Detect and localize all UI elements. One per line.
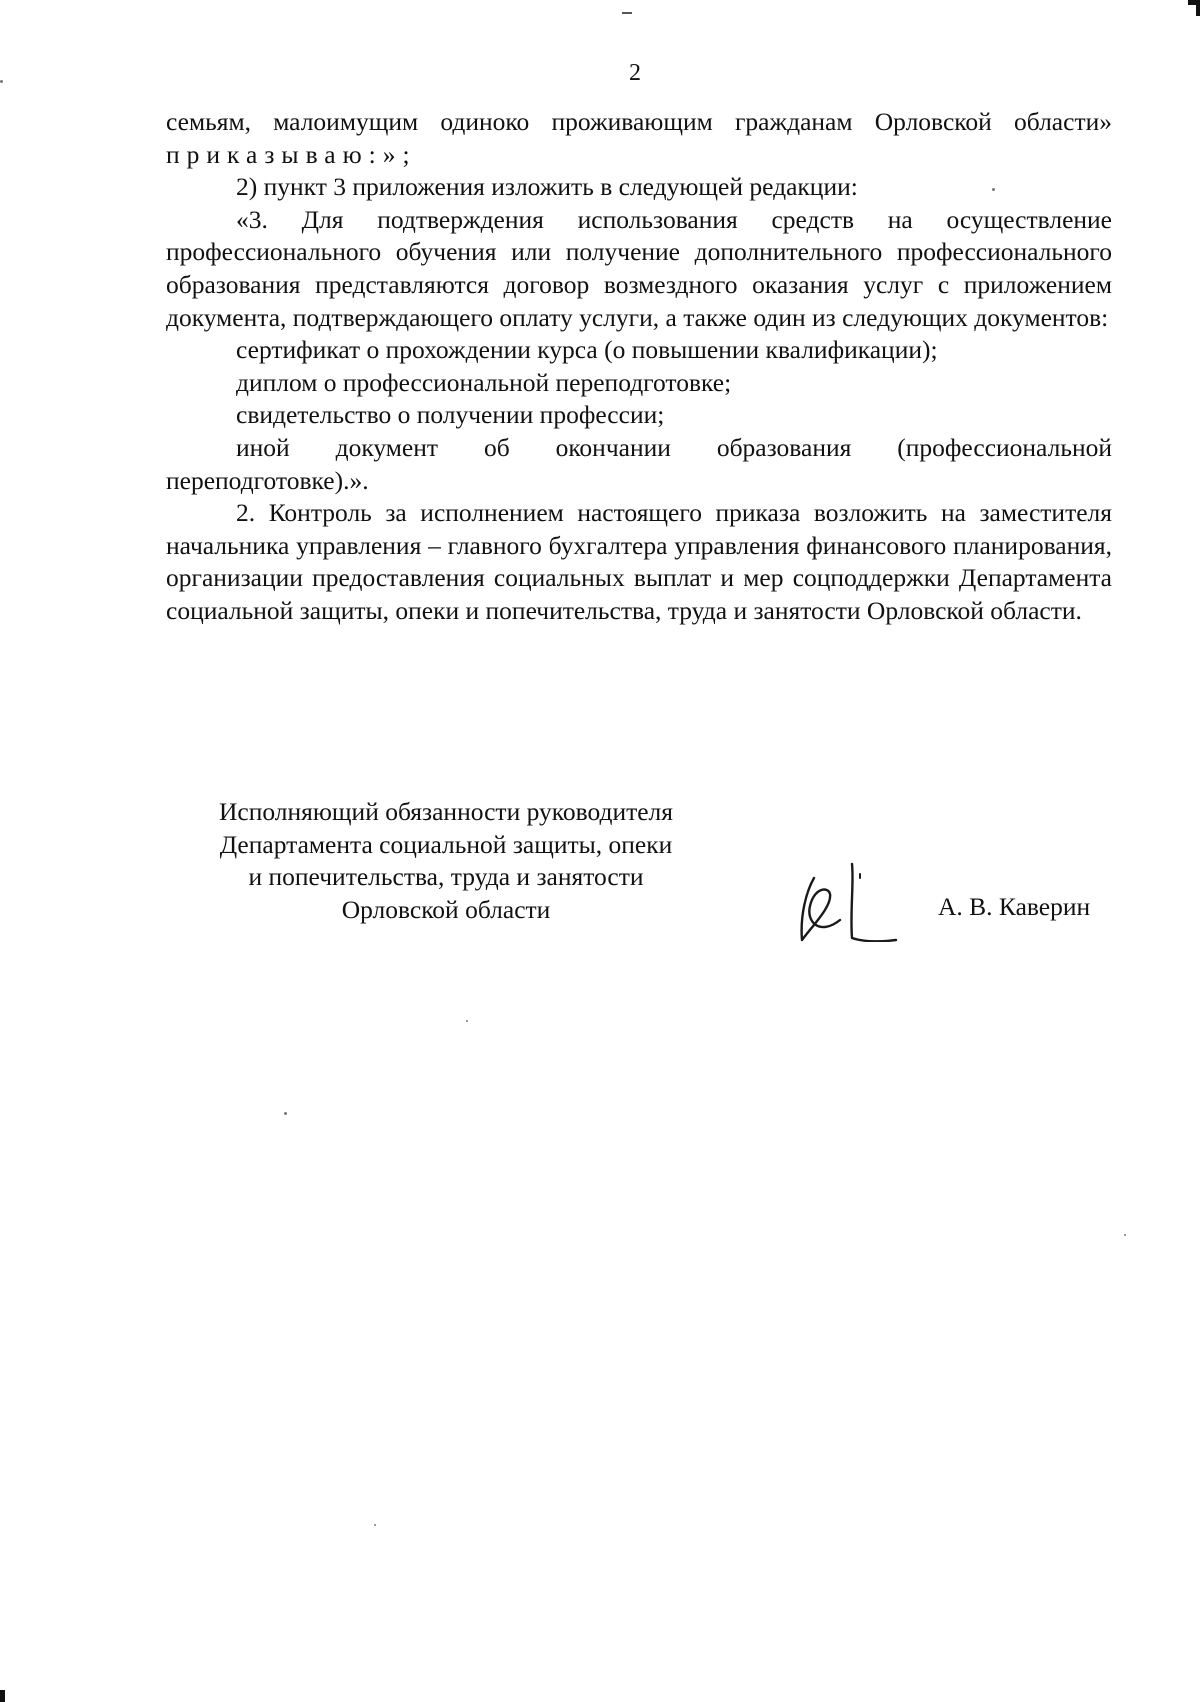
paragraph-profession-certificate: свидетельство о получении профессии; [236, 400, 665, 430]
scan-speck [466, 1020, 468, 1022]
scan-edge-mark [622, 12, 632, 14]
signatory-position-line: Орловской области [341, 894, 551, 924]
page-number: 2 [629, 60, 641, 86]
signatory-position-line: Департамента социальной защиты, опеки [219, 829, 673, 859]
paragraph-other-document: иной документ об окончании образования (профессиональной переподготовке).». [166, 432, 1112, 495]
scan-speck [992, 188, 995, 191]
paragraph-diploma: диплом о профессиональной переподготовке; [236, 367, 732, 397]
scan-edge-mark [1196, 0, 1200, 16]
paragraph-control: 2. Контроль за исполнением настоящего приказа возложить на заместителя начальника управления – главного бухгалтера управления финансового планирования, организации предоставления социальных выплат и мер соцподдержки Департамента социальной защиты, опеки и попечительства, труда и занятости Орловской области. [166, 498, 1112, 625]
signatory-position-line: и попечительства, труда и занятости [248, 862, 644, 892]
document-body [166, 106, 1112, 628]
scan-edge-mark [0, 1690, 5, 1702]
paragraph-clause-3: «3. Для подтверждения использования средств на осуществление профессионального обучения или получение дополнительного профессионального образования представляются договор возмездного оказания услуг с приложением документа, подтверждающего оплату услуги, а также один из следующих документов: [166, 204, 1112, 332]
paragraph-certificate: сертификат о прохождении курса (о повышении квалификации); [236, 335, 938, 365]
scan-speck [284, 1112, 287, 1115]
scan-speck [0, 80, 3, 83]
signatory-position [166, 796, 726, 926]
paragraph-item-2: 2) пункт 3 приложения изложить в следующей редакции: [236, 172, 858, 202]
scan-speck [374, 1524, 376, 1526]
signer-name: А. В. Каверин [938, 892, 1091, 921]
scan-speck [1124, 1234, 1126, 1236]
paragraph-order-word: приказываю:»; [166, 139, 417, 169]
handwritten-signature [792, 858, 902, 942]
signatory-position-line: Исполняющий обязанности руководителя [218, 797, 674, 826]
paragraph-continuation: семьям, малоимущим одиноко проживающим гражданам Орловской области» [166, 107, 1112, 136]
